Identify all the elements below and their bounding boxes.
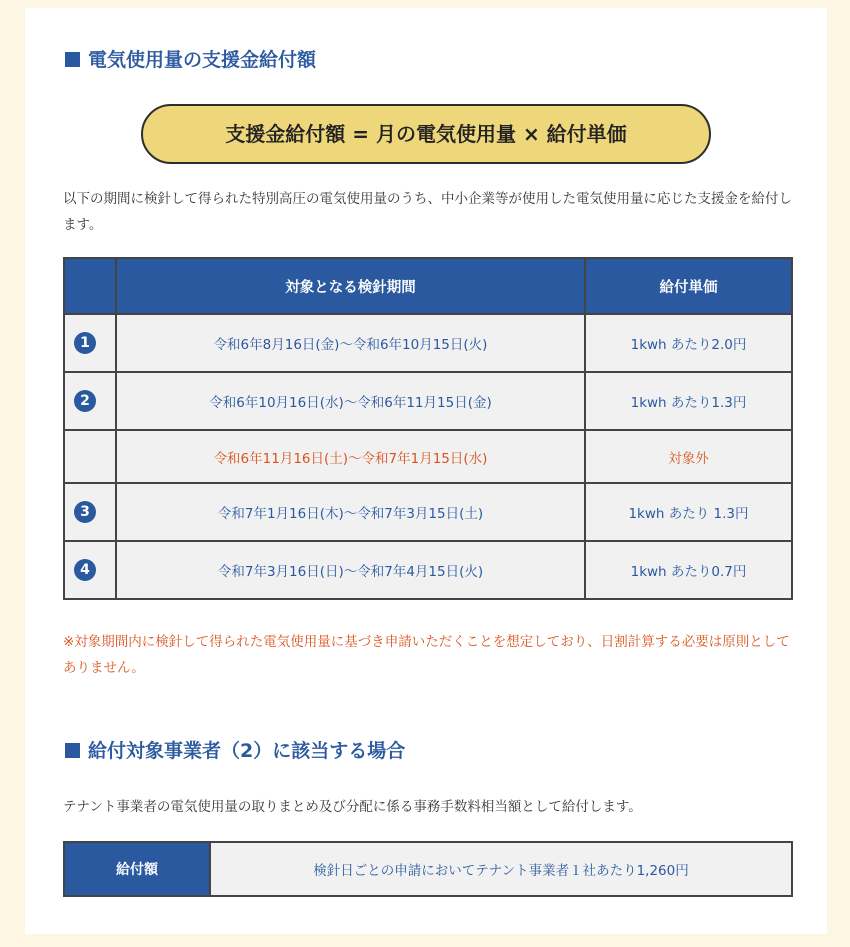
number-2-badge-icon: 2 — [74, 390, 96, 412]
formula-pill: 支援金給付額 = 月の電気使用量 × 給付単価 — [141, 104, 711, 164]
table-row — [64, 842, 792, 896]
payment-amount-table — [63, 841, 793, 897]
table-row-excluded — [64, 430, 792, 483]
rate-cell: 1kwh あたり2.0円 — [585, 314, 792, 372]
header-cell-period: 対象となる検針期間 — [116, 258, 585, 314]
table-row — [64, 483, 792, 541]
number-1-badge-icon: 1 — [74, 332, 96, 354]
section-heading-tenant-business — [65, 739, 405, 763]
tenant-description-text: テナント事業者の電気使用量の取りまとめ及び分配に係る事務手数料相当額として給付します。 — [63, 799, 642, 815]
square-bullet-icon — [65, 743, 80, 758]
header-cell-rate: 給付単価 — [585, 258, 792, 314]
content-card — [25, 8, 827, 934]
number-3-badge-icon: 3 — [74, 501, 96, 523]
period-cell: 令和7年3月16日(日)〜令和7年4月15日(火) — [116, 541, 585, 599]
table-header-row — [64, 258, 792, 314]
table-row — [64, 314, 792, 372]
square-bullet-icon — [65, 52, 80, 67]
number-4-badge-icon: 4 — [74, 559, 96, 581]
section-heading-text: 電気使用量の支援金給付額 — [88, 49, 317, 71]
header-cell-number — [64, 258, 116, 314]
section-heading-support-amount — [65, 48, 316, 72]
rate-cell: 対象外 — [585, 430, 792, 483]
rate-cell: 1kwh あたり1.3円 — [585, 372, 792, 430]
row-number-cell — [64, 483, 116, 541]
period-cell: 令和6年10月16日(水)〜令和6年11月15日(金) — [116, 372, 585, 430]
reading-period-table — [63, 257, 793, 600]
rate-cell: 1kwh あたり 1.3円 — [585, 483, 792, 541]
table-row — [64, 541, 792, 599]
table-row — [64, 372, 792, 430]
period-cell: 令和6年11月16日(土)〜令和7年1月15日(水) — [116, 430, 585, 483]
description-text: 以下の期間に検針して得られた特別高圧の電気使用量のうち、中小企業等が使用した電気使用量に応じた支援金を給付します。 — [63, 191, 792, 233]
section-heading-text: 給付対象事業者（2）に該当する場合 — [88, 740, 406, 762]
rate-cell: 1kwh あたり0.7円 — [585, 541, 792, 599]
row-number-cell — [64, 314, 116, 372]
payment-label-cell: 給付額 — [64, 842, 210, 896]
note-text: ※対象期間内に検針して得られた電気使用量に基づき申請いただくことを想定しており、日割計算する必要は原則としてありません。 — [63, 634, 790, 676]
payment-value-cell: 検針日ごとの申請においてテナント事業者１社あたり1,260円 — [210, 842, 792, 896]
row-number-cell — [64, 541, 116, 599]
row-number-cell — [64, 430, 116, 483]
period-cell: 令和6年8月16日(金)〜令和6年10月15日(火) — [116, 314, 585, 372]
row-number-cell — [64, 372, 116, 430]
period-cell: 令和7年1月16日(木)〜令和7年3月15日(土) — [116, 483, 585, 541]
